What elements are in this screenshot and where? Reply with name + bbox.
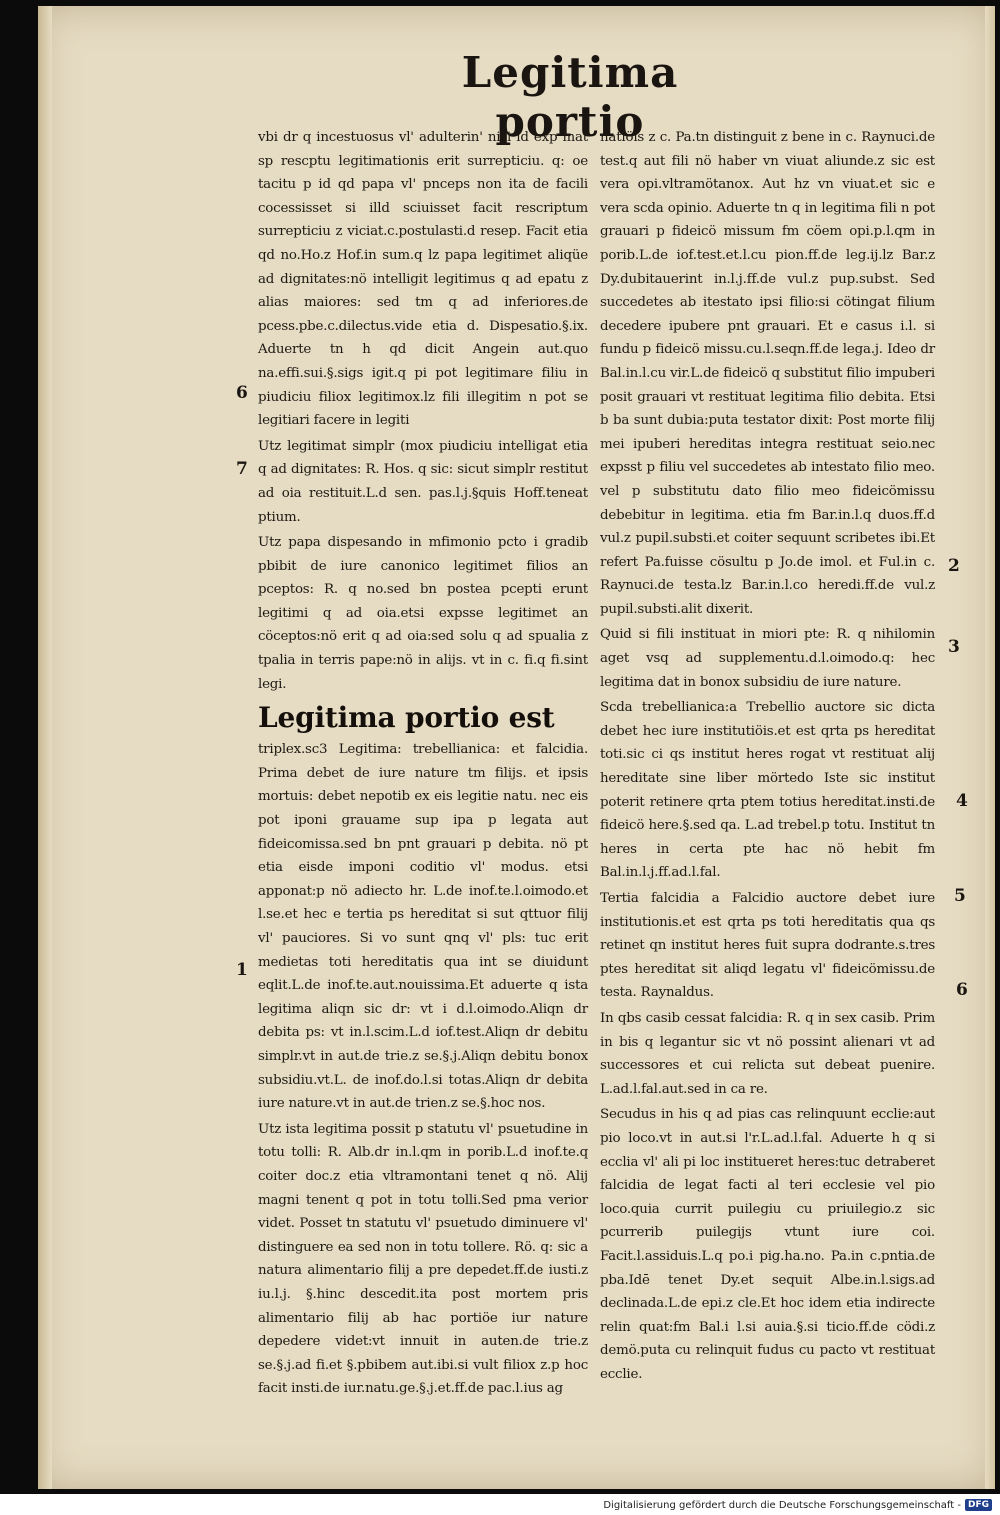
margin-number: 4 — [956, 791, 968, 811]
right-paragraph-3: Scda trebellianica:a Trebellio auctore sic dicta debet hec iure institutiöis.et est qrta ps hereditat toti.sic ci qs institut heres rogat vt restituat alij hereditate sine liber mörtedo Iste sic institut poterit retinere qrta ptem totius hereditat.insti.de fideicö here.§.sed qa. L.ad trebel.p totu. Institut tn heres in certa pte hac nö hebit fm Bal.in.l.j.ff.ad.l.fal. — [600, 700, 935, 881]
left-column — [258, 126, 588, 1403]
margin-number: 5 — [954, 886, 966, 906]
margin-number: 1 — [236, 960, 248, 980]
right-paragraph-4: Tertia falcidia a Falcidio auctore debet iure institutionis.et est qrta ps toti hereditatis qua qs retinet qn institut heres fuit supra dodrante.s.tres ptes hereditat sit aliqd legatu vl' fideicömissu.de testa. Raynaldus. — [600, 891, 935, 1001]
right-column — [600, 126, 935, 1388]
right-paragraph-5: In qbs casib cessat falcidia: R. q in sex casib. Prim in bis q legantur sic vt nö possint alienari vt ad successores et cui relicta sut debeat puenire. L.ad.l.fal.aut.sed in ca re. — [600, 1010, 935, 1097]
footer-text: Digitalisierung gefördert durch die Deutsche Forschungsgemeinschaft - — [603, 1499, 961, 1511]
margin-number: 2 — [948, 556, 960, 576]
right-paragraph-1: natiöis z c. Pa.tn distinguit z bene in c. Raynuci.de test.q aut fili nö haber vn viuat aliunde.z sic est vera opi.vltramötanox. Aut hz vn viuat.et sic e vera scda opinio. Aduerte tn q in legitima fili n pot grauari p fideicö missum fm cöem opi.p.l.qm in porib.L.de iof.test.et.l.cu pion.ff.de leg.ij.lz Bar.z Dy.dubitauerint in.l.j.ff.de vul.z pup.subst. Sed succedetes ab itestato ipsi filio:si cötingat filium decedere ipubere pnt grauari. Et e casus i.l. si fundu p fideicö missu.cu.l.seqn.ff.de lega.j. Ideo dr Bal.in.l.cu vir.L.de fideicö q substitut filio impuberi posit grauari vt restituat legitima filio debita. Etsi b ba sunt dubia:puta testator dixit: Post morte filij mei ipuberi hereditas integra restituat seio.nec expsst p filiu vel succedetes ab intestato filio meo. vel p substitutu dato filio meo fideicömissu debebitur in legitima. etia fm Bar.in.l.q duos.ff.d vul.z pupil.substi.et coiter sequunt scribetes ibi.Et refert Pa.fuisse cösultu p Jo.de imol. et Ful.in c. Raynuci.de testa.lz Bar.in.l.co heredi.ff.de vul.z pupil.substi.alit dixerit. — [600, 130, 935, 617]
section-heading: Legitima portio est — [258, 701, 555, 735]
left-paragraph-4: triplex.sc3 Legitima: trebellianica: et falcidia. Prima debet de iure nature tm filijs. et ipsis mortuis: debet nepotib ex eis legitie natu. nec eis pot iponi grauame sup ipa p legata aut fideicomissa.sed bn pnt grauari p debita. nö pt etia eisde imponi coditio vl' modus. etsi apponat:p nö adiecto hr. L.de inof.te.l.oimodo.et l.se.et hec e tertia ps hereditat si sut qttuor filij vl' pauciores. Si vo sunt qnq vl' pls: tuc erit medietas toti hereditatis qua int se diuidunt eqlit.L.de inof.te.aut.nouissima.Et aduerte q ista legitima aliqn sic dr: vt i d.l.oimodo.Aliqn dr debita ps: vt in.l.scim.L.d iof.test.Aliqn dr debitu simplr.vt in aut.de trie.z se.§.j.Aliqn debitu bonox subsidiu.vt.L. de inof.do.l.si totas.Aliqn dr debita iure nature.vt in aut.de trien.z se.§.hoc nos. — [258, 742, 588, 1112]
left-paragraph-2: Utz legitimat simplr (mox piudiciu intelligat etia q ad dignitates: R. Hos. q sic: sicut simplr restitut ad oia restituit.L.d sen. pas.l.j.§quis Hoff.teneat ptium. — [258, 438, 588, 525]
footer — [603, 1499, 992, 1511]
right-paragraph-2: Quid si fili instituat in miori pte: R. q nihilomin aget vsq ad supplementu.d.l.oimodo.q: hec legitima dat in bonox subsidiu de iure nature. — [600, 627, 935, 690]
dfg-logo-icon: DFG — [965, 1499, 992, 1511]
margin-number: 3 — [948, 637, 960, 657]
running-head: Legitima portio — [461, 48, 679, 146]
margin-number: 6 — [236, 383, 248, 403]
left-paragraph-5: Utz ista legitima possit p statutu vl' psuetudine in totu tolli: R. Alb.dr in.l.qm in porib.L.d inof.te.q coiter doc.z etia vltramontani tenet q nö. Alij magni tenent q pot in totu tolli.Sed pma verior videt. Posset tn statutu vl' psuetudo diminuere vl' distinguere ea sed non in totu tollere. Rö. q: sic a natura alimentario filij a pre depedet.ff.de iusti.z iu.l.j. §.hinc descedit.ita post mortem pris alimentario filij ab hac portiöe iur nature depedere videt:vt innuit in auten.de trie.z se.§.j.ad fi.et §.pbibem aut.ibi.si vult filiox z.p hoc facit insti.de iur.natu.ge.§.j.et.ff.de pac.l.ius ag — [258, 1121, 588, 1397]
left-paragraph-3: Utz papa dispesando in mfimonio pcto i gradib pbibit de iure canonico legitimet filios an pceptos: R. q no.sed bn postea pcepti erunt legitimi q ad oia.etsi expsse legitimet an cöceptos:nö erit q ad oia:sed solu q ad spualia z tpalia in terris pape:nö in alijs. vt in c. fi.q fi.sint legi. — [258, 535, 588, 692]
left-paragraph-1: vbi dr q incestuosus vl' adulterin' nisi id exp mat sp rescptu legitimationis erit surrepticiu. q: oe tacitu p id qd papa vl' pnceps non ita de facili cocessisset si illd sciuisset facit rescriptum surrepticiu z viciat.c.postulasti.d resep. Facit etia qd no.Ho.z Hof.in sum.q lz papa legitimet aliqüe ad dignitates:nö intelligit legitimus q ad epatu z alias maiores: sed tm q ad inferiores.de pcess.pbe.c.dilectus.vide etia d. Dispesatio.§.ix. Aduerte tn h qd dicit Angein aut.quo na.effi.sui.§.sigs igit.q pi pot legitimare filiu in piudiciu filiox legitimox.lz fili illegitim n pot se legitiari facere in legiti — [258, 130, 588, 429]
margin-number: 7 — [236, 459, 248, 479]
margin-number: 6 — [956, 980, 968, 1000]
right-paragraph-6: Secudus in his q ad pias cas relinquunt ecclie:aut pio loco.vt in aut.si l'r.L.ad.l.fal. Aduerte h q si ecclia vl' ali pi loc institueret heres:tuc detraberet falcidia de legat facti al teri ecclesie vel pio loco.quia currit puilegiu cu priuilegio.z sic pcurrerib puilegijs vtunt iure coi. Facit.l.assiduis.L.q po.i pig.ha.no. Pa.in c.pntia.de pba.Idē tenet Dy.et sequit Albe.in.l.sigs.ad declinada.L.de epi.z cle.Et hoc idem etia indirecte relin quat:fm Bal.i l.si auia.§.si ticio.ff.de cödi.z demö.puta cu relinquit fudus cu pacto vt restituat ecclie. — [600, 1107, 935, 1382]
